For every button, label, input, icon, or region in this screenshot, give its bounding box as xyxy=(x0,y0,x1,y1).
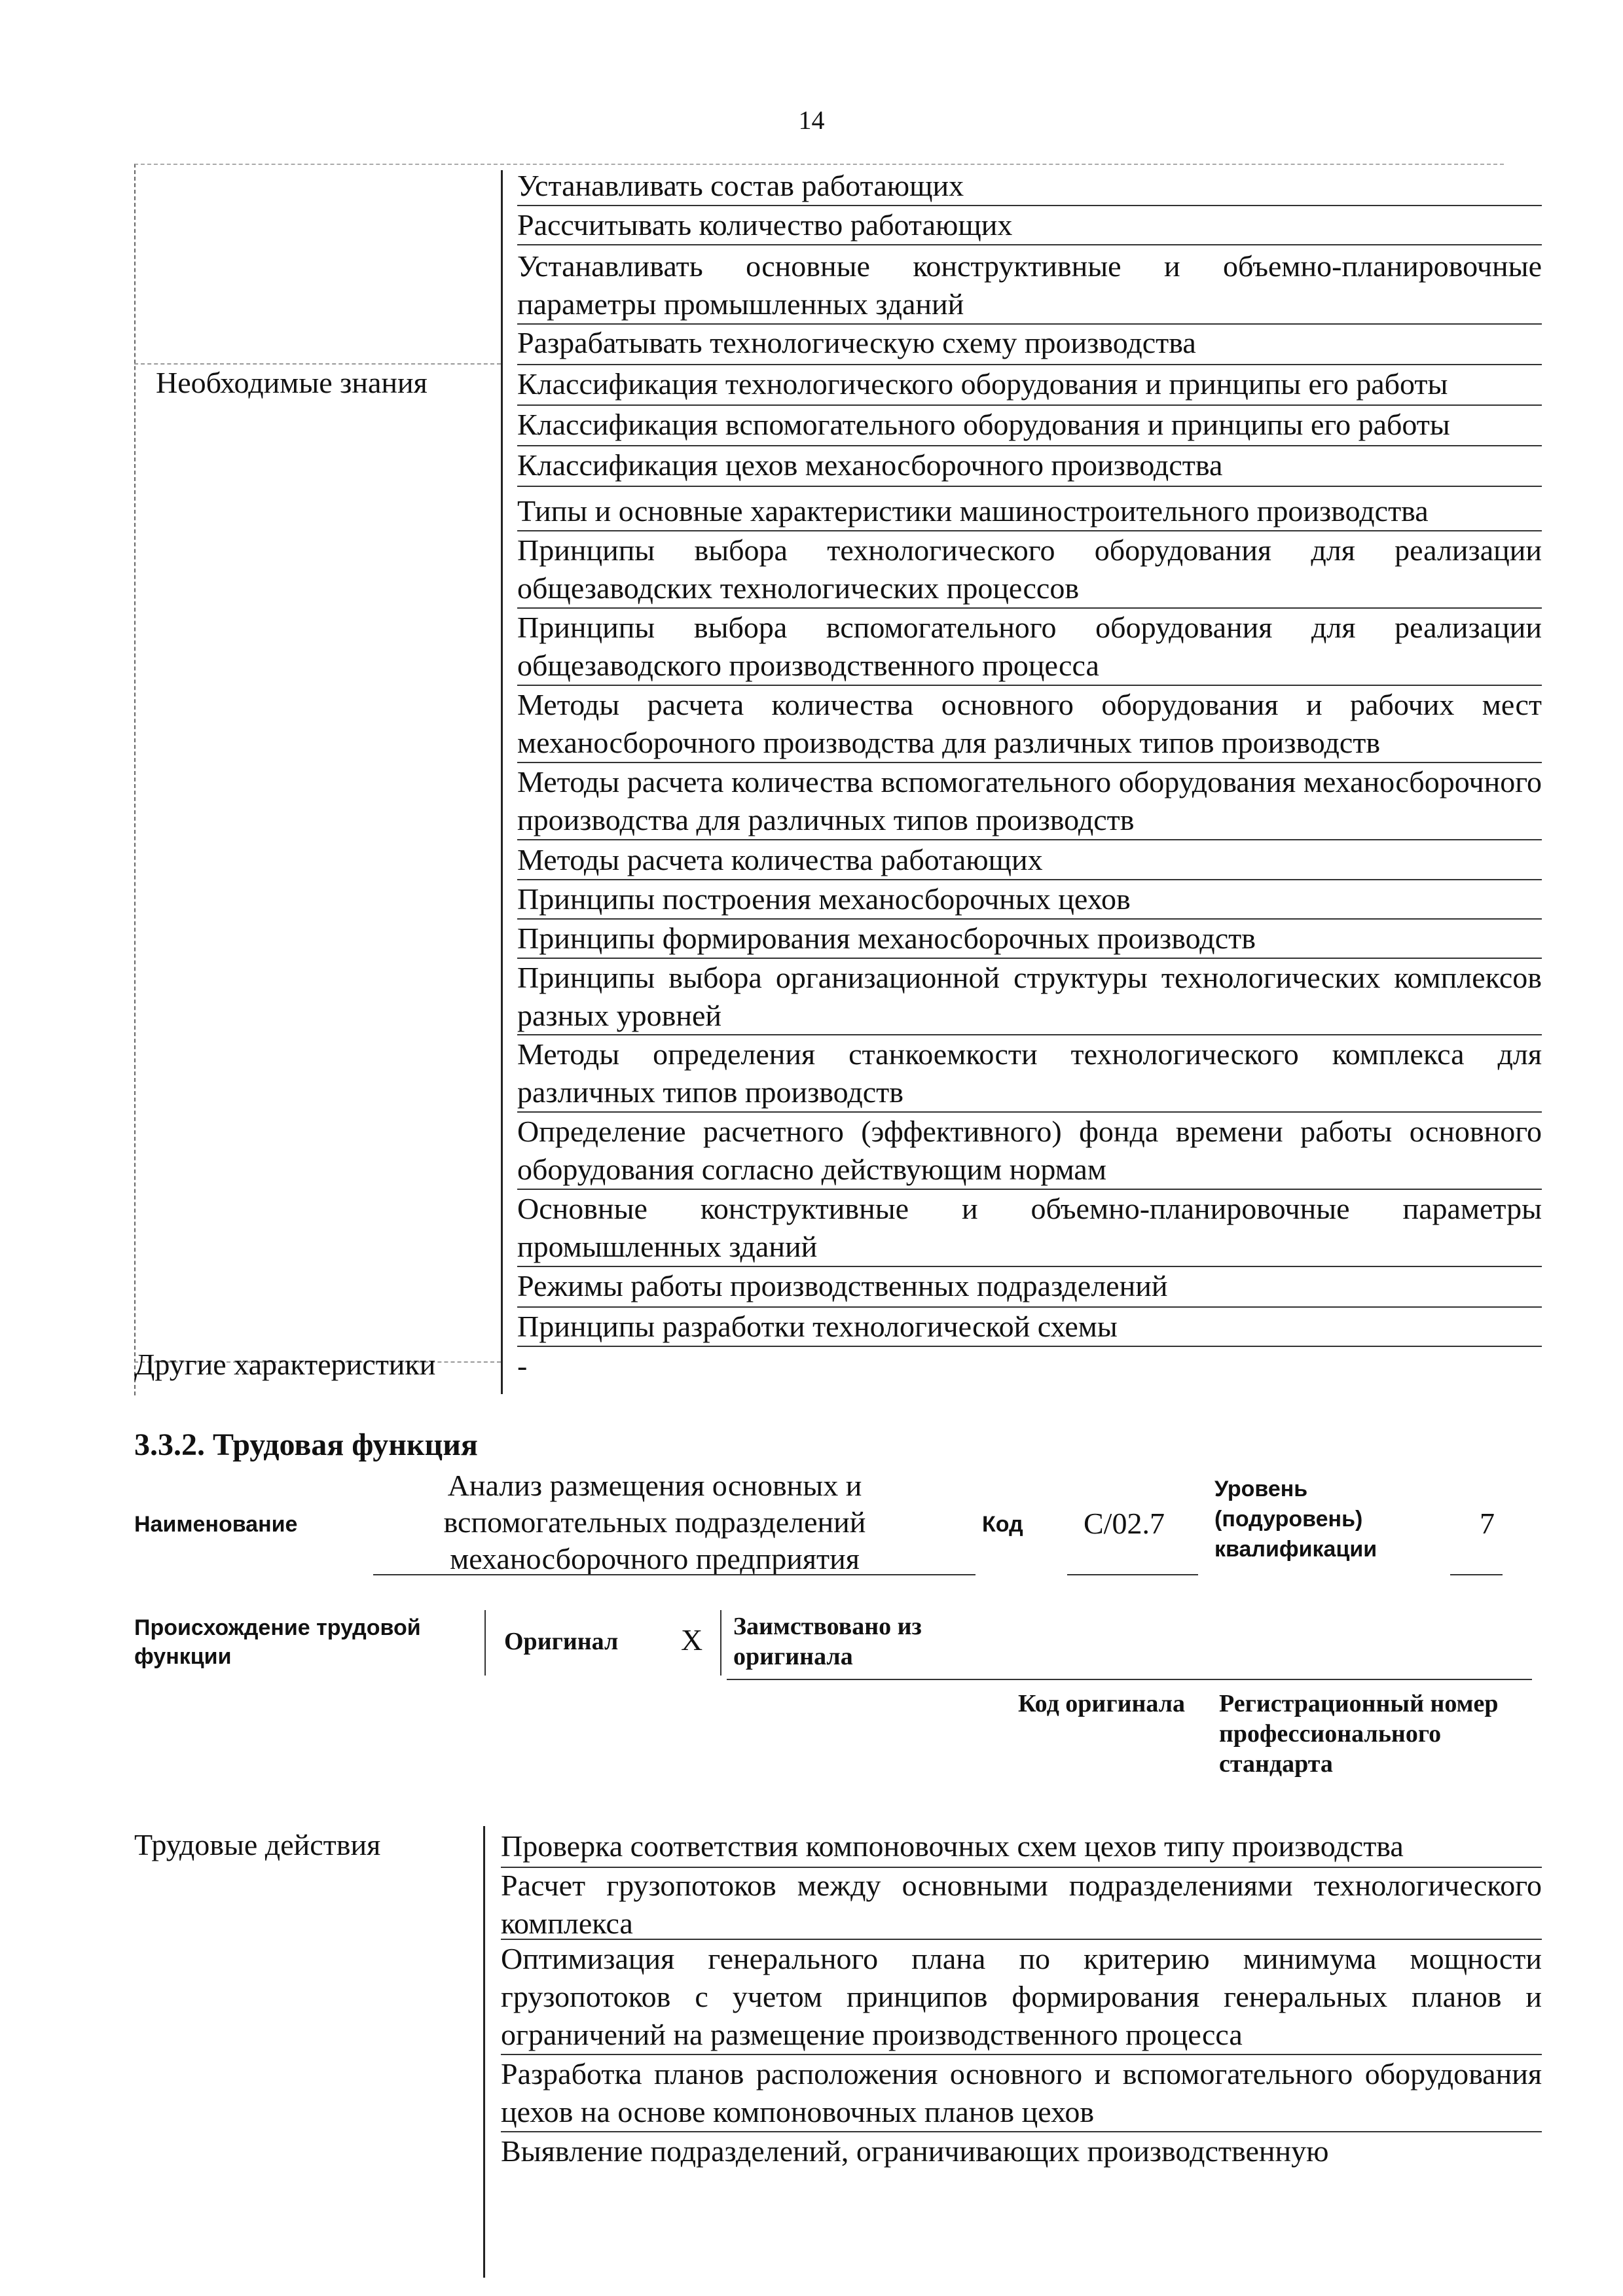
name-underline xyxy=(373,1574,976,1575)
action-item: Разработка планов расположения основного и вспомогательного оборудования цехов на основе компоновочных планов цехов xyxy=(501,2057,1542,2128)
page-number: 14 xyxy=(798,105,825,135)
origin-frame-left xyxy=(484,1610,486,1676)
knowledge-item: Методы расчета количества работающих xyxy=(517,843,1043,876)
knowledge-item: Классификация цехов механосборочного производства xyxy=(517,448,1223,482)
knowledge-item: Принципы разработки технологической схемы xyxy=(517,1310,1118,1343)
code-label: Код xyxy=(982,1512,1023,1537)
function-name: Анализ размещения основных и вспомогательных подразделений механосборочного предприятия xyxy=(443,1469,866,1575)
knowledge-item: Типы и основные характеристики машиностроительного производства xyxy=(517,494,1429,528)
code-underline xyxy=(1067,1574,1198,1575)
action-item: Проверка соответствия компоновочных схем цехов типу производства xyxy=(501,1829,1404,1863)
actions-label: Трудовые действия xyxy=(134,1828,381,1861)
row-separator xyxy=(134,363,501,365)
action-item: Расчет грузопотоков между основными подразделениями технологического комплекса xyxy=(501,1869,1542,1940)
knowledge-item: Принципы построения механосборочных цехов xyxy=(517,882,1131,916)
knowledge-item: Методы расчета количества основного оборудования и рабочих мест механосборочного производства для различных типов производств xyxy=(517,688,1542,759)
other-value: - xyxy=(517,1349,528,1382)
borrowed-label: Заимствовано из оригинала xyxy=(733,1613,922,1670)
action-item: Выявление подразделений, ограничивающих производственную xyxy=(501,2134,1329,2168)
skill-item: Рассчитывать количество работающих xyxy=(517,208,1013,242)
knowledge-item: Методы определения станкоемкости технологического комплекса для различных типов производств xyxy=(517,1037,1542,1109)
skill-item: Разрабатывать технологическую схему производства xyxy=(517,326,1196,359)
knowledge-item: Методы расчета количества вспомогательного оборудования механосборочного производства для различных типов производств xyxy=(517,765,1542,836)
section-title: 3.3.2. Трудовая функция xyxy=(134,1427,478,1462)
other-label: Другие характеристики xyxy=(134,1348,436,1381)
level-underline xyxy=(1450,1574,1503,1575)
actions-divider xyxy=(483,1826,485,2278)
knowledge-item: Принципы выбора технологического оборудования для реализации общезаводских технологических процессов xyxy=(517,533,1542,605)
cell-separator xyxy=(517,839,1542,840)
action-item: Оптимизация генерального плана по критерию минимума мощности грузопотоков с учетом принципов формирования генеральных планов и ограничений на размещение производственного процесса xyxy=(501,1942,1542,2051)
code-value: С/02.7 xyxy=(1084,1507,1165,1540)
skills-table-divider xyxy=(501,170,503,1394)
original-label: Оригинал xyxy=(504,1628,619,1655)
origin-underline xyxy=(727,1679,1532,1680)
knowledge-item: Режимы работы производственных подразделений xyxy=(517,1269,1168,1302)
knowledge-item: Определение расчетного (эффективного) фонда времени работы основного оборудования согласно действующим нормам xyxy=(517,1115,1542,1186)
original-code-label: Код оригинала xyxy=(1018,1690,1186,1717)
cell-separator xyxy=(517,486,1542,487)
knowledge-item: Принципы выбора вспомогательного оборудования для реализации общезаводского производственного процесса xyxy=(517,611,1542,682)
skill-item: Устанавливать состав работающих xyxy=(517,169,964,202)
knowledge-item: Принципы выбора организационной структуры технологических комплексов разных уровней xyxy=(517,961,1542,1032)
level-value: 7 xyxy=(1480,1507,1495,1540)
original-mark: X xyxy=(681,1623,703,1657)
reg-number-label: Регистрационный номер профессионального стандарта xyxy=(1219,1690,1499,1778)
name-label: Наименование xyxy=(134,1512,298,1537)
knowledge-item: Основные конструктивные и объемно-планировочные параметры промышленных зданий xyxy=(517,1192,1542,1263)
cell-separator xyxy=(517,244,1542,245)
level-label: Уровень (подуровень) квалификации xyxy=(1214,1477,1377,1562)
origin-label: Происхождение трудовой функции xyxy=(134,1615,421,1669)
knowledge-item: Классификация вспомогательного оборудования и принципы его работы xyxy=(517,408,1450,441)
knowledge-label: Необходимые знания xyxy=(156,366,428,399)
knowledge-item: Классификация технологического оборудования и принципы его работы xyxy=(517,367,1448,401)
origin-frame-mid xyxy=(720,1610,721,1676)
knowledge-item: Принципы формирования механосборочных производств xyxy=(517,922,1256,955)
skill-item: Устанавливать основные конструктивные и объемно-планировочные параметры промышленных зданий xyxy=(517,249,1542,321)
